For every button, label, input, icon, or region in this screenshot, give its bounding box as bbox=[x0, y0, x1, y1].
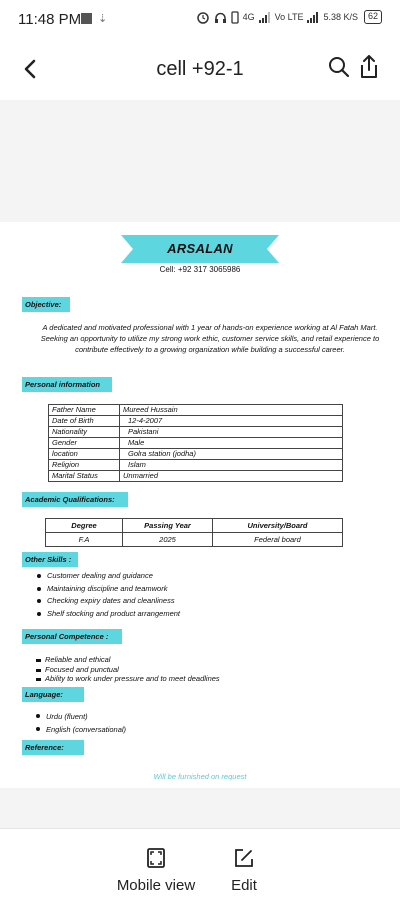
table-cell-key: Gender bbox=[49, 438, 120, 449]
notification-square-icon bbox=[81, 13, 92, 24]
battery-indicator: 62 bbox=[364, 10, 382, 24]
list-item: Maintaining discipline and teamwork bbox=[37, 583, 180, 596]
vibrate-icon bbox=[231, 11, 239, 24]
list-item: English (conversational) bbox=[36, 723, 126, 736]
edit-label: Edit bbox=[231, 877, 257, 894]
table-header-cell: Passing Year bbox=[123, 519, 213, 533]
download-icon: ⇣ bbox=[98, 13, 108, 25]
list-item: Shelf stocking and product arrangement bbox=[37, 608, 180, 621]
notification-icons bbox=[81, 12, 107, 25]
competence-heading: Personal Competence : bbox=[22, 629, 122, 644]
table-cell: 2025 bbox=[123, 533, 213, 547]
signal-icon-1 bbox=[259, 12, 271, 23]
table-cell: Federal board bbox=[213, 533, 343, 547]
table-cell-value: Unmarried bbox=[120, 471, 343, 482]
edit-button[interactable] bbox=[222, 847, 266, 894]
status-right-icons bbox=[196, 10, 382, 24]
skills-heading: Other Skills : bbox=[22, 552, 78, 567]
resume-cell-number: Cell: +92 317 3065986 bbox=[159, 265, 241, 274]
list-item: Checking expiry dates and cleanliness bbox=[37, 595, 180, 608]
back-arrow-icon bbox=[23, 59, 37, 79]
table-cell-value: Islam bbox=[120, 460, 343, 471]
mobile-view-button[interactable] bbox=[116, 847, 196, 894]
table-row bbox=[49, 460, 343, 471]
table-row bbox=[49, 427, 343, 438]
list-item: Focused and punctual bbox=[36, 665, 220, 675]
table-cell-value: Mureed Hussain bbox=[120, 405, 343, 416]
table-cell-value: Pakistani bbox=[120, 427, 343, 438]
name-banner bbox=[121, 235, 279, 263]
search-button[interactable] bbox=[328, 56, 352, 82]
table-row bbox=[49, 405, 343, 416]
document-top-margin bbox=[0, 100, 400, 222]
status-time: 11:48 PM bbox=[18, 11, 82, 28]
table-cell-value: Male bbox=[120, 438, 343, 449]
mobile-view-label: Mobile view bbox=[116, 877, 196, 894]
page-title: cell +92-1 bbox=[156, 58, 244, 80]
reference-note: Will be furnished on request bbox=[153, 772, 247, 781]
search-icon bbox=[328, 56, 350, 78]
objective-heading: Objective: bbox=[22, 297, 70, 312]
objective-text: A dedicated and motivated professional with 1 year of hands-on experience working at Al Fatah Mart. Seeking an opportunity to utilize my strong work ethic, customer service skills, and retail experience to contribute effectively to a growing organization while building a successful career. bbox=[40, 323, 380, 354]
status-bar bbox=[0, 0, 400, 40]
signal-icon-2 bbox=[307, 12, 319, 23]
app-bar bbox=[0, 40, 400, 100]
table-header-cell: University/Board bbox=[213, 519, 343, 533]
table-row bbox=[49, 416, 343, 427]
table-cell: F.A bbox=[46, 533, 123, 547]
table-cell-value: 12-4-2007 bbox=[120, 416, 343, 427]
skills-list bbox=[37, 570, 180, 620]
fullscreen-icon bbox=[146, 847, 166, 869]
list-item: Customer dealing and guidance bbox=[37, 570, 180, 583]
academic-heading: Academic Qualifications: bbox=[22, 492, 128, 507]
table-row bbox=[46, 533, 343, 547]
table-row bbox=[49, 449, 343, 460]
table-header-row bbox=[46, 519, 343, 533]
table-cell-value: Golra station (jodha) bbox=[120, 449, 343, 460]
table-cell-key: Nationality bbox=[49, 427, 120, 438]
network-label-a: 4G bbox=[242, 12, 255, 22]
personal-info-table bbox=[48, 404, 343, 482]
language-heading: Language: bbox=[22, 687, 84, 702]
bottom-action-bar bbox=[0, 828, 400, 910]
list-item: Ability to work under pressure and to meet deadlines bbox=[36, 674, 220, 684]
back-button[interactable] bbox=[16, 54, 44, 84]
resume-document[interactable] bbox=[0, 222, 400, 788]
table-header-cell: Degree bbox=[46, 519, 123, 533]
edit-icon bbox=[233, 847, 255, 869]
table-cell-key: location bbox=[49, 449, 120, 460]
list-item: Urdu (fluent) bbox=[36, 710, 126, 723]
language-list bbox=[36, 710, 126, 736]
personal-info-heading: Personal information bbox=[22, 377, 112, 392]
network-label-b: Vo LTE bbox=[274, 12, 304, 22]
table-cell-key: Marital Status bbox=[49, 471, 120, 482]
list-item: Reliable and ethical bbox=[36, 655, 220, 665]
alarm-icon bbox=[196, 10, 210, 24]
resume-name: ARSALAN bbox=[167, 241, 233, 256]
network-speed: 5.38 K/S bbox=[323, 12, 358, 22]
headphones-icon bbox=[214, 11, 227, 24]
document-bottom-margin bbox=[0, 788, 400, 828]
academic-table bbox=[45, 518, 343, 547]
table-row bbox=[49, 471, 343, 482]
competence-list bbox=[36, 655, 220, 684]
share-icon bbox=[358, 55, 380, 79]
share-button[interactable] bbox=[358, 55, 382, 81]
table-row bbox=[49, 438, 343, 449]
table-cell-key: Father Name bbox=[49, 405, 120, 416]
reference-heading: Reference: bbox=[22, 740, 84, 755]
table-cell-key: Date of Birth bbox=[49, 416, 120, 427]
table-cell-key: Religion bbox=[49, 460, 120, 471]
